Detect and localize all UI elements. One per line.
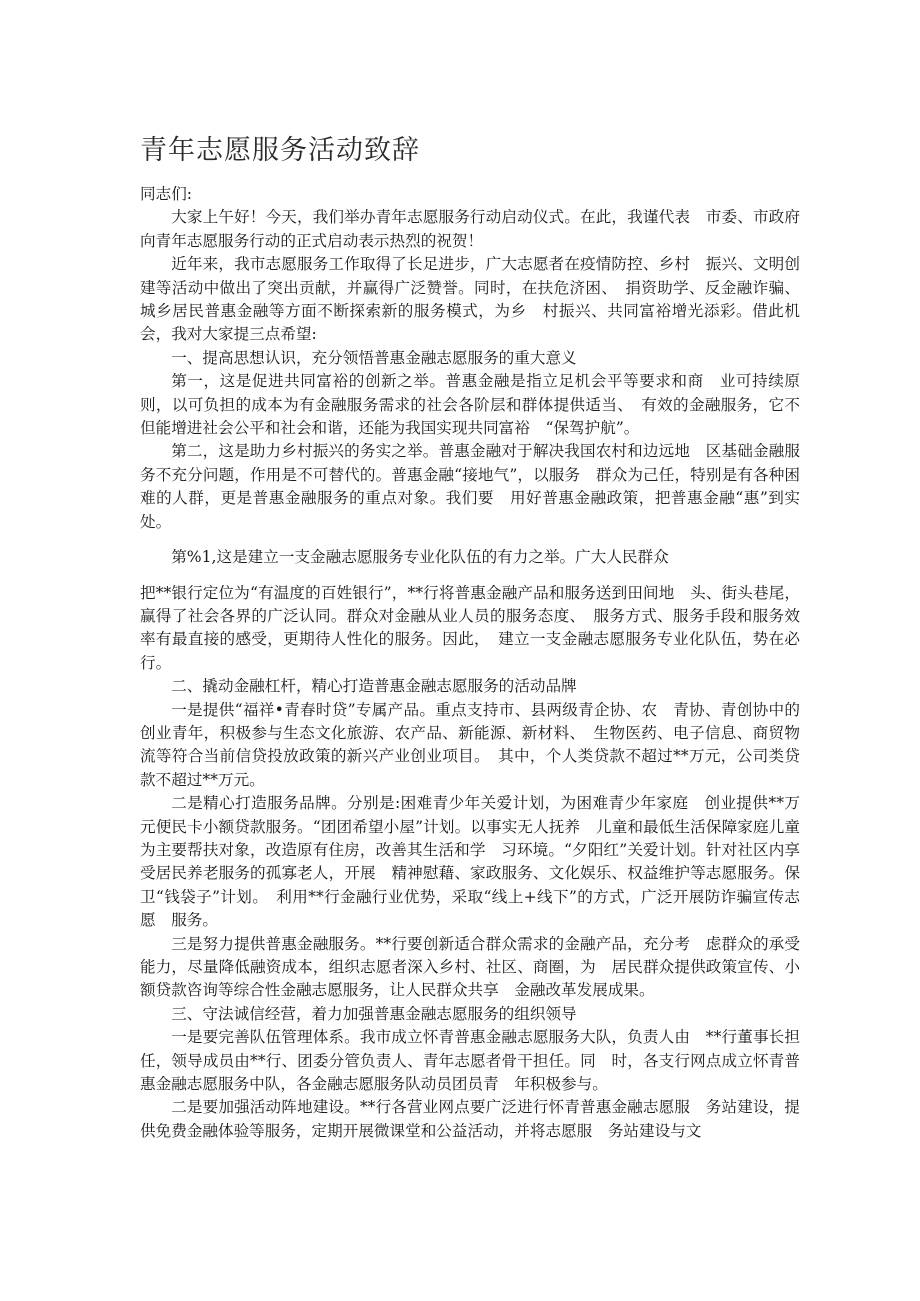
paragraph-opening: 大家上午好！今天，我们举办青年志愿服务行动启动仪式。在此，我谨代表 市委、市政府向青年志愿服务行动的正式启动表示热烈的祝贺！ xyxy=(140,208,800,250)
paragraph-product: 一是提供“福祥•青春时贷”专属产品。重点支持市、县两级青企协、农 青协、青创协中的创业青年，积极参与生态文化旅游、农产品、新能源、新材料、 生物医药、电子信息、商贸物流等符合当前信贷投放政策的新兴产业创业项目。 其中，个人类贷款不超过**万元，公司类贷款不超过**万元。 xyxy=(140,700,800,789)
document-title: 青年志愿服务活动致辞 xyxy=(140,135,420,166)
salutation: 同志们: xyxy=(140,185,193,203)
paragraph-point-3-continued: 把**银行定位为“有温度的百姓银行”，**行将普惠金融产品和服务送到田间地 头、街头巷尾，赢得了社会各界的广泛认同。群众对金融从业人员的服务态度、 服务方式、服务手段和服务效率有最直接的感受，更期待人性化的服务。因此， 建立一支金融志愿服务专业化队伍，势在必行。 xyxy=(140,583,800,672)
document-page xyxy=(140,0,800,1301)
paragraph-brand: 二是精心打造服务品牌。分别是:困难青少年关爱计划，为困难青少年家庭 创业提供**万元便民卡小额贷款服务。“团团希望小屋”计划。以事实无人抚养 儿童和最低生活保障家庭儿童为主要帮扶对象，改造原有住房，改善其生活和学 习环境。“夕阳红”关爱计划。针对社区内享受居民养老服务的孤寡老人，开展 精神慰藉、家政服务、文化娱乐、权益维护等志愿服务。保卫“钱袋子”计划。 利用**行金融行业优势，采取“线上+线下”的方式，广泛开展防诈骗宣传志愿 服务。 xyxy=(140,794,800,930)
paragraph-point-2: 第二，这是助力乡村振兴的务实之举。普惠金融对于解决我国农村和边远地 区基础金融服务不充分问题，作用是不可替代的。普惠金融“接地气”，以服务 群众为己任，特别是有各种困难的人群，更是普惠金融服务的重点对象。我们要 用好普惠金融政策，把普惠金融“惠”到实处。 xyxy=(140,442,800,531)
section-heading-3: 三、守法诚信经营，着力加强普惠金融志愿服务的组织领导 xyxy=(171,1004,577,1023)
paragraph-station: 二是要加强活动阵地建设。**行各营业网点要广泛进行怀青普惠金融志愿服 务站建设，提供免费金融体验等服务，定期开展微课堂和公益活动，并将志愿服 务站建设与文 xyxy=(140,1098,800,1140)
paragraph-point-1: 第一，这是促进共同富裕的创新之举。普惠金融是指立足机会平等要求和商 业可持续原则，以可负担的成本为有金融服务需求的社会各阶层和群体提供适当、 有效的金融服务，它不但能增进社会公平和社会和谐，还能为我国实现共同富裕 “保驾护航”。 xyxy=(140,372,800,438)
paragraph-point-3-start: 第%1,这是建立一支金融志愿服务专业化队伍的有力之举。广大人民群众 xyxy=(171,548,669,567)
paragraph-background: 近年来，我市志愿服务工作取得了长足进步，广大志愿者在疫情防控、乡村 振兴、文明创建等活动中做出了突出贡献，并赢得广泛赞誉。同时，在扶危济困、 捐资助学、反金融诈骗、城乡居民普惠金融等方面不断探索新的服务模式，为乡 村振兴、共同富裕增光添彩。借此机会，我对大家提三点希望: xyxy=(140,255,800,344)
paragraph-team: 一是要完善队伍管理体系。我市成立怀青普惠金融志愿服务大队，负责人由 **行董事长担任，领导成员由**行、团委分管负责人、青年志愿者骨干担任。同 时，各支行网点成立怀青普惠金融志愿服务中队，各金融志愿服务队动员团员青 年积极参与。 xyxy=(140,1028,800,1094)
document-body xyxy=(140,183,800,1143)
section-heading-1: 一、提高思想认识，充分领悟普惠金融志愿服务的重大意义 xyxy=(171,348,577,367)
paragraph-service: 三是努力提供普惠金融服务。**行要创新适合群众需求的金融产品，充分考 虑群众的承受能力，尽量降低融资成本，组织志愿者深入乡村、社区、商圈，为 居民群众提供政策宣传、小额贷款咨询等综合性金融志愿服务，让人民群众共享 金融改革发展成果。 xyxy=(140,934,800,1000)
section-heading-2: 二、撬动金融杠杆，精心打造普惠金融志愿服务的活动品牌 xyxy=(171,677,577,696)
